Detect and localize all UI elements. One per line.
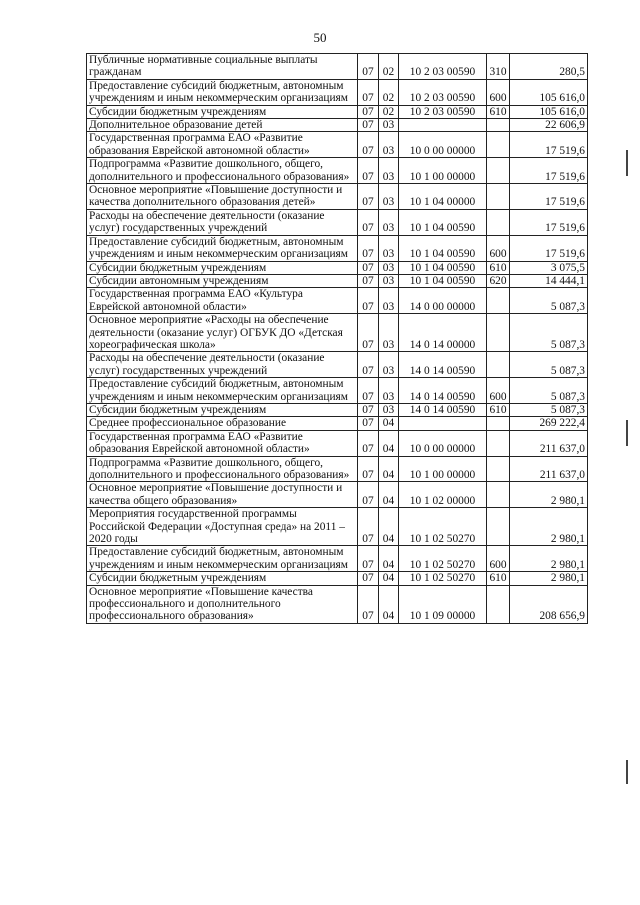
row-target-article: 10 1 04 00000	[399, 184, 487, 210]
row-subsection: 04	[379, 546, 399, 572]
row-amount: 2 980,1	[510, 508, 588, 546]
table-row	[87, 288, 588, 314]
table-row	[87, 105, 588, 118]
row-amount: 5 087,3	[510, 403, 588, 416]
row-expense-type: 600	[487, 546, 510, 572]
row-target-article: 10 1 04 00590	[399, 209, 487, 235]
row-name: Мероприятия государственной программы Российской Федерации «Доступная среда» на 2011 – 2020 годы	[87, 508, 358, 546]
row-amount: 3 075,5	[510, 261, 588, 274]
row-subsection: 03	[379, 288, 399, 314]
row-subsection: 03	[379, 403, 399, 416]
row-section: 07	[358, 158, 379, 184]
row-subsection: 03	[379, 119, 399, 132]
row-expense-type	[487, 585, 510, 623]
row-name: Основное мероприятие «Повышение качества профессионального и дополнительного профессионального образования»	[87, 585, 358, 623]
scan-mark	[626, 760, 628, 784]
row-target-article: 10 2 03 00590	[399, 54, 487, 80]
row-expense-type	[487, 417, 510, 430]
row-section: 07	[358, 572, 379, 585]
row-expense-type: 600	[487, 235, 510, 261]
row-expense-type	[487, 119, 510, 132]
row-section: 07	[358, 274, 379, 287]
row-expense-type	[487, 158, 510, 184]
row-expense-type	[487, 314, 510, 352]
table-row	[87, 54, 588, 80]
table-row	[87, 572, 588, 585]
row-expense-type	[487, 184, 510, 210]
row-name: Расходы на обеспечение деятельности (оказание услуг) государственных учреждений	[87, 209, 358, 235]
row-expense-type	[487, 352, 510, 378]
row-amount: 105 616,0	[510, 79, 588, 105]
row-expense-type	[487, 456, 510, 482]
table-row	[87, 184, 588, 210]
row-section: 07	[358, 288, 379, 314]
row-amount: 269 222,4	[510, 417, 588, 430]
row-expense-type	[487, 209, 510, 235]
row-subsection: 03	[379, 314, 399, 352]
row-amount: 2 980,1	[510, 572, 588, 585]
row-section: 07	[358, 403, 379, 416]
row-subsection: 04	[379, 572, 399, 585]
row-expense-type	[487, 482, 510, 508]
row-section: 07	[358, 54, 379, 80]
row-subsection: 03	[379, 132, 399, 158]
row-target-article: 10 1 04 00590	[399, 274, 487, 287]
row-amount: 17 519,6	[510, 184, 588, 210]
table-row	[87, 378, 588, 404]
row-amount: 211 637,0	[510, 456, 588, 482]
row-name: Основное мероприятие «Повышение доступности и качества общего образования»	[87, 482, 358, 508]
row-name: Расходы на обеспечение деятельности (оказание услуг) государственных учреждений	[87, 352, 358, 378]
row-section: 07	[358, 209, 379, 235]
row-name: Государственная программа ЕАО «Развитие образования Еврейской автономной области»	[87, 132, 358, 158]
row-amount: 5 087,3	[510, 314, 588, 352]
table-row	[87, 132, 588, 158]
table-row	[87, 546, 588, 572]
row-section: 07	[358, 585, 379, 623]
row-target-article: 10 1 02 50270	[399, 508, 487, 546]
row-name: Подпрограмма «Развитие дошкольного, общего, дополнительного и профессионального образования»	[87, 456, 358, 482]
row-name: Основное мероприятие «Повышение доступности и качества дополнительного образования детей»	[87, 184, 358, 210]
row-target-article: 10 2 03 00590	[399, 79, 487, 105]
row-name: Предоставление субсидий бюджетным, автономным учреждениям и иным некоммерческим организациям	[87, 378, 358, 404]
row-expense-type: 610	[487, 105, 510, 118]
row-amount: 14 444,1	[510, 274, 588, 287]
row-name: Субсидии бюджетным учреждениям	[87, 105, 358, 118]
row-section: 07	[358, 184, 379, 210]
row-section: 07	[358, 261, 379, 274]
budget-table	[86, 53, 588, 624]
row-subsection: 02	[379, 105, 399, 118]
table-row	[87, 352, 588, 378]
row-expense-type: 620	[487, 274, 510, 287]
row-expense-type: 610	[487, 403, 510, 416]
row-amount: 22 606,9	[510, 119, 588, 132]
scan-mark	[626, 420, 628, 446]
row-amount: 5 087,3	[510, 378, 588, 404]
row-name: Предоставление субсидий бюджетным, автономным учреждениям и иным некоммерческим организациям	[87, 235, 358, 261]
row-target-article: 10 1 04 00590	[399, 261, 487, 274]
row-section: 07	[358, 546, 379, 572]
row-amount: 17 519,6	[510, 235, 588, 261]
row-amount: 105 616,0	[510, 105, 588, 118]
row-subsection: 03	[379, 209, 399, 235]
row-target-article: 10 1 09 00000	[399, 585, 487, 623]
row-target-article: 10 1 00 00000	[399, 456, 487, 482]
table-row	[87, 119, 588, 132]
row-name: Предоставление субсидий бюджетным, автономным учреждениям и иным некоммерческим организациям	[87, 546, 358, 572]
table-row	[87, 482, 588, 508]
row-section: 07	[358, 456, 379, 482]
row-name: Среднее профессиональное образование	[87, 417, 358, 430]
row-section: 07	[358, 235, 379, 261]
row-expense-type: 600	[487, 378, 510, 404]
row-amount: 208 656,9	[510, 585, 588, 623]
row-expense-type	[487, 508, 510, 546]
row-subsection: 04	[379, 585, 399, 623]
row-amount: 280,5	[510, 54, 588, 80]
row-expense-type	[487, 430, 510, 456]
row-target-article: 14 0 14 00590	[399, 378, 487, 404]
row-name: Государственная программа ЕАО «Развитие образования Еврейской автономной области»	[87, 430, 358, 456]
table-row	[87, 417, 588, 430]
row-name: Субсидии бюджетным учреждениям	[87, 403, 358, 416]
row-name: Субсидии автономным учреждениям	[87, 274, 358, 287]
row-subsection: 03	[379, 158, 399, 184]
row-name: Публичные нормативные социальные выплаты гражданам	[87, 54, 358, 80]
table-row	[87, 209, 588, 235]
table-row	[87, 274, 588, 287]
row-subsection: 03	[379, 352, 399, 378]
table-row	[87, 158, 588, 184]
row-name: Предоставление субсидий бюджетным, автономным учреждениям и иным некоммерческим организациям	[87, 79, 358, 105]
row-target-article	[399, 119, 487, 132]
row-expense-type: 610	[487, 261, 510, 274]
row-name: Подпрограмма «Развитие дошкольного, общего, дополнительного и профессионального образования»	[87, 158, 358, 184]
row-amount: 2 980,1	[510, 546, 588, 572]
row-target-article: 10 1 04 00590	[399, 235, 487, 261]
row-amount: 5 087,3	[510, 288, 588, 314]
row-subsection: 04	[379, 482, 399, 508]
row-subsection: 04	[379, 417, 399, 430]
row-amount: 17 519,6	[510, 209, 588, 235]
row-target-article: 14 0 14 00590	[399, 352, 487, 378]
row-name: Государственная программа ЕАО «Культура Еврейской автономной области»	[87, 288, 358, 314]
table-row	[87, 585, 588, 623]
scan-mark	[626, 150, 628, 176]
row-target-article: 10 1 02 50270	[399, 546, 487, 572]
row-subsection: 03	[379, 261, 399, 274]
row-amount: 5 087,3	[510, 352, 588, 378]
row-expense-type: 310	[487, 54, 510, 80]
row-section: 07	[358, 378, 379, 404]
row-section: 07	[358, 119, 379, 132]
row-name: Основное мероприятие «Расходы на обеспечение деятельности (оказание услуг) ОГБУК ДО «Детская хореографическая школа»	[87, 314, 358, 352]
table-row	[87, 403, 588, 416]
row-subsection: 02	[379, 54, 399, 80]
table-row	[87, 314, 588, 352]
row-amount: 17 519,6	[510, 158, 588, 184]
row-subsection: 03	[379, 184, 399, 210]
row-name: Субсидии бюджетным учреждениям	[87, 261, 358, 274]
table-row	[87, 430, 588, 456]
row-expense-type: 600	[487, 79, 510, 105]
row-section: 07	[358, 352, 379, 378]
row-target-article: 10 1 02 50270	[399, 572, 487, 585]
row-target-article	[399, 417, 487, 430]
row-subsection: 02	[379, 79, 399, 105]
row-subsection: 03	[379, 378, 399, 404]
row-subsection: 03	[379, 235, 399, 261]
row-subsection: 04	[379, 456, 399, 482]
row-target-article: 14 0 00 00000	[399, 288, 487, 314]
row-amount: 17 519,6	[510, 132, 588, 158]
row-section: 07	[358, 314, 379, 352]
row-section: 07	[358, 132, 379, 158]
row-expense-type	[487, 132, 510, 158]
row-section: 07	[358, 430, 379, 456]
table-row	[87, 79, 588, 105]
row-section: 07	[358, 417, 379, 430]
row-subsection: 04	[379, 508, 399, 546]
table-row	[87, 456, 588, 482]
row-name: Субсидии бюджетным учреждениям	[87, 572, 358, 585]
row-name: Дополнительное образование детей	[87, 119, 358, 132]
row-target-article: 10 1 00 00000	[399, 158, 487, 184]
row-section: 07	[358, 482, 379, 508]
row-target-article: 10 1 02 00000	[399, 482, 487, 508]
row-target-article: 10 2 03 00590	[399, 105, 487, 118]
row-expense-type: 610	[487, 572, 510, 585]
row-section: 07	[358, 79, 379, 105]
row-section: 07	[358, 105, 379, 118]
row-amount: 2 980,1	[510, 482, 588, 508]
table-row	[87, 261, 588, 274]
row-target-article: 10 0 00 00000	[399, 132, 487, 158]
page-number: 50	[313, 30, 327, 45]
row-target-article: 14 0 14 00590	[399, 403, 487, 416]
row-target-article: 14 0 14 00000	[399, 314, 487, 352]
table-row	[87, 508, 588, 546]
table-row	[87, 235, 588, 261]
row-expense-type	[487, 288, 510, 314]
row-section: 07	[358, 508, 379, 546]
row-target-article: 10 0 00 00000	[399, 430, 487, 456]
row-amount: 211 637,0	[510, 430, 588, 456]
row-subsection: 04	[379, 430, 399, 456]
budget-table-body	[87, 54, 588, 624]
row-subsection: 03	[379, 274, 399, 287]
